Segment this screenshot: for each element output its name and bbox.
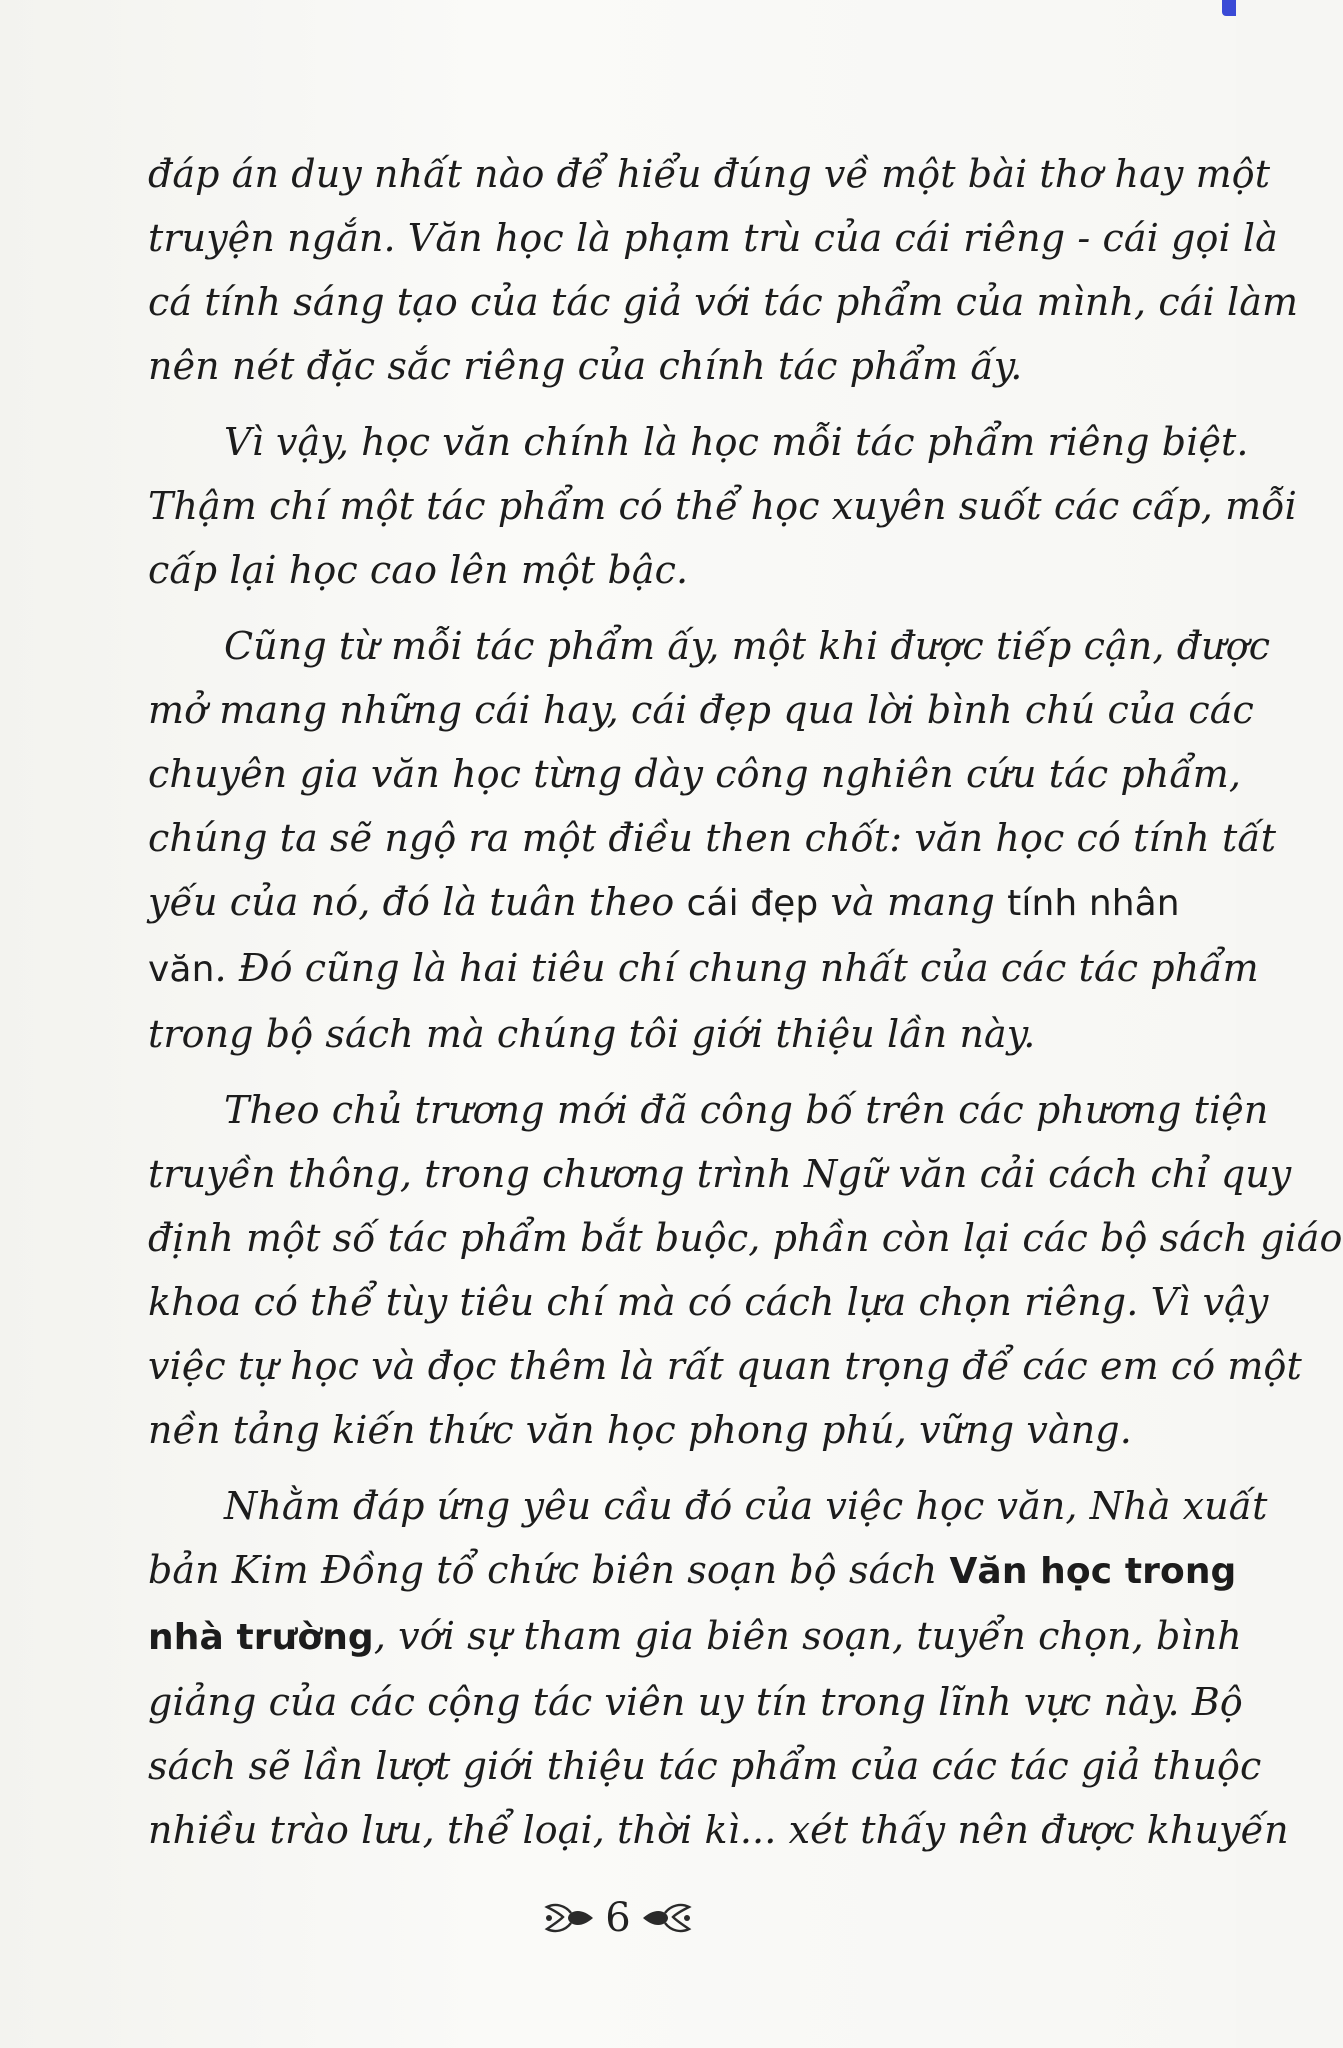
body-text	[148, 142, 1343, 1874]
text-run: chúng ta sẽ ngộ ra một điều then chốt: văn học có tính tất	[148, 816, 1277, 860]
text-line	[148, 334, 1158, 398]
text-run: nền tảng kiến thức văn học phong phú, vững vàng.	[148, 1408, 1132, 1452]
text-run: việc tự học và đọc thêm là rất quan trọng để các em có một	[148, 1344, 1302, 1388]
text-run: Nhằm đáp ứng yêu cầu đó của việc học văn, Nhà xuất	[224, 1484, 1268, 1528]
text-run: yếu của nó, đó là tuân theo	[148, 880, 687, 924]
floral-ornament-icon	[641, 1901, 695, 1935]
paragraph-1	[148, 142, 1299, 398]
text-line	[148, 142, 1271, 206]
paragraph-2	[148, 410, 1297, 602]
text-line	[148, 1078, 1269, 1142]
text-line	[148, 678, 1254, 742]
text-run: nên nét đặc sắc riêng của chính tác phẩm ấy.	[148, 344, 1023, 388]
text-run: Theo chủ trương mới đã công bố trên các phương tiện	[224, 1088, 1269, 1132]
text-line	[148, 538, 1158, 602]
text-line	[148, 206, 1278, 270]
text-line	[148, 1474, 1268, 1538]
text-line	[148, 806, 1277, 870]
text-run: , với sự tham gia biên soạn, tuyển chọn, bình	[373, 1614, 1242, 1658]
page-footer	[0, 1895, 1236, 1941]
text-run: khoa có thể tùy tiêu chí mà có cách lựa chọn riêng. Vì vậy	[148, 1280, 1269, 1324]
series-title-bold: Văn học trong	[949, 1551, 1237, 1592]
text-line	[148, 474, 1297, 538]
emphasis-run: cái đẹp	[686, 883, 819, 924]
text-run: . Đó cũng là hai tiêu chí chung nhất của các tác phẩm	[214, 946, 1259, 990]
text-run: cấp lại học cao lên một bậc.	[148, 548, 689, 592]
text-line	[148, 1398, 1158, 1462]
text-run: nhiều trào lưu, thể loại, thời kì... xét thấy nên được khuyến	[148, 1808, 1289, 1852]
emphasis-run: tính nhân	[1007, 883, 1180, 924]
paragraph-3	[148, 614, 1277, 1066]
text-line	[148, 870, 1180, 936]
text-run: Cũng từ mỗi tác phẩm ấy, một khi được tiếp cận, được	[224, 624, 1271, 668]
series-title-bold: nhà trường	[148, 1617, 374, 1658]
text-line	[148, 1206, 1343, 1270]
page-number: 6	[605, 1895, 631, 1941]
corner-mark	[1222, 0, 1236, 16]
text-run: trong bộ sách mà chúng tôi giới thiệu lần này.	[148, 1012, 1036, 1056]
text-line	[148, 1538, 1237, 1604]
text-line	[148, 742, 1242, 806]
text-run: truyền thông, trong chương trình Ngữ văn cải cách chỉ quy	[148, 1152, 1292, 1196]
text-line	[148, 614, 1271, 678]
text-run: giảng của các cộng tác viên uy tín trong lĩnh vực này. Bộ	[148, 1680, 1243, 1724]
text-run: đáp án duy nhất nào để hiểu đúng về một bài thơ hay một	[148, 152, 1271, 196]
text-line	[148, 270, 1299, 334]
text-run: Thậm chí một tác phẩm có thể học xuyên suốt các cấp, mỗi	[148, 484, 1297, 528]
text-run: và mang	[818, 880, 1008, 924]
text-line	[148, 1002, 1158, 1066]
text-run: cá tính sáng tạo của tác giả với tác phẩm của mình, cái làm	[148, 280, 1299, 324]
text-line	[148, 936, 1259, 1002]
text-line	[148, 1670, 1243, 1734]
text-line	[148, 1334, 1302, 1398]
emphasis-run: văn	[148, 949, 215, 990]
text-run: truyện ngắn. Văn học là phạm trù của cái riêng - cái gọi là	[148, 216, 1278, 260]
paragraph-4	[148, 1078, 1343, 1462]
paragraph-5	[148, 1474, 1289, 1862]
text-line	[148, 1604, 1242, 1670]
text-line	[148, 1270, 1269, 1334]
text-run: Vì vậy, học văn chính là học mỗi tác phẩm riêng biệt.	[224, 420, 1249, 464]
text-line	[148, 1734, 1262, 1798]
text-run: sách sẽ lần lượt giới thiệu tác phẩm của các tác giả thuộc	[148, 1744, 1262, 1788]
floral-ornament-icon	[541, 1901, 595, 1935]
text-line	[148, 410, 1249, 474]
text-line	[148, 1798, 1289, 1862]
text-run: bản Kim Đồng tổ chức biên soạn bộ sách	[148, 1548, 950, 1592]
text-run: định một số tác phẩm bắt buộc, phần còn lại các bộ sách giáo	[148, 1216, 1343, 1260]
text-run: mở mang những cái hay, cái đẹp qua lời bình chú của các	[148, 688, 1254, 732]
text-line	[148, 1142, 1292, 1206]
text-run: chuyên gia văn học từng dày công nghiên cứu tác phẩm,	[148, 752, 1242, 796]
